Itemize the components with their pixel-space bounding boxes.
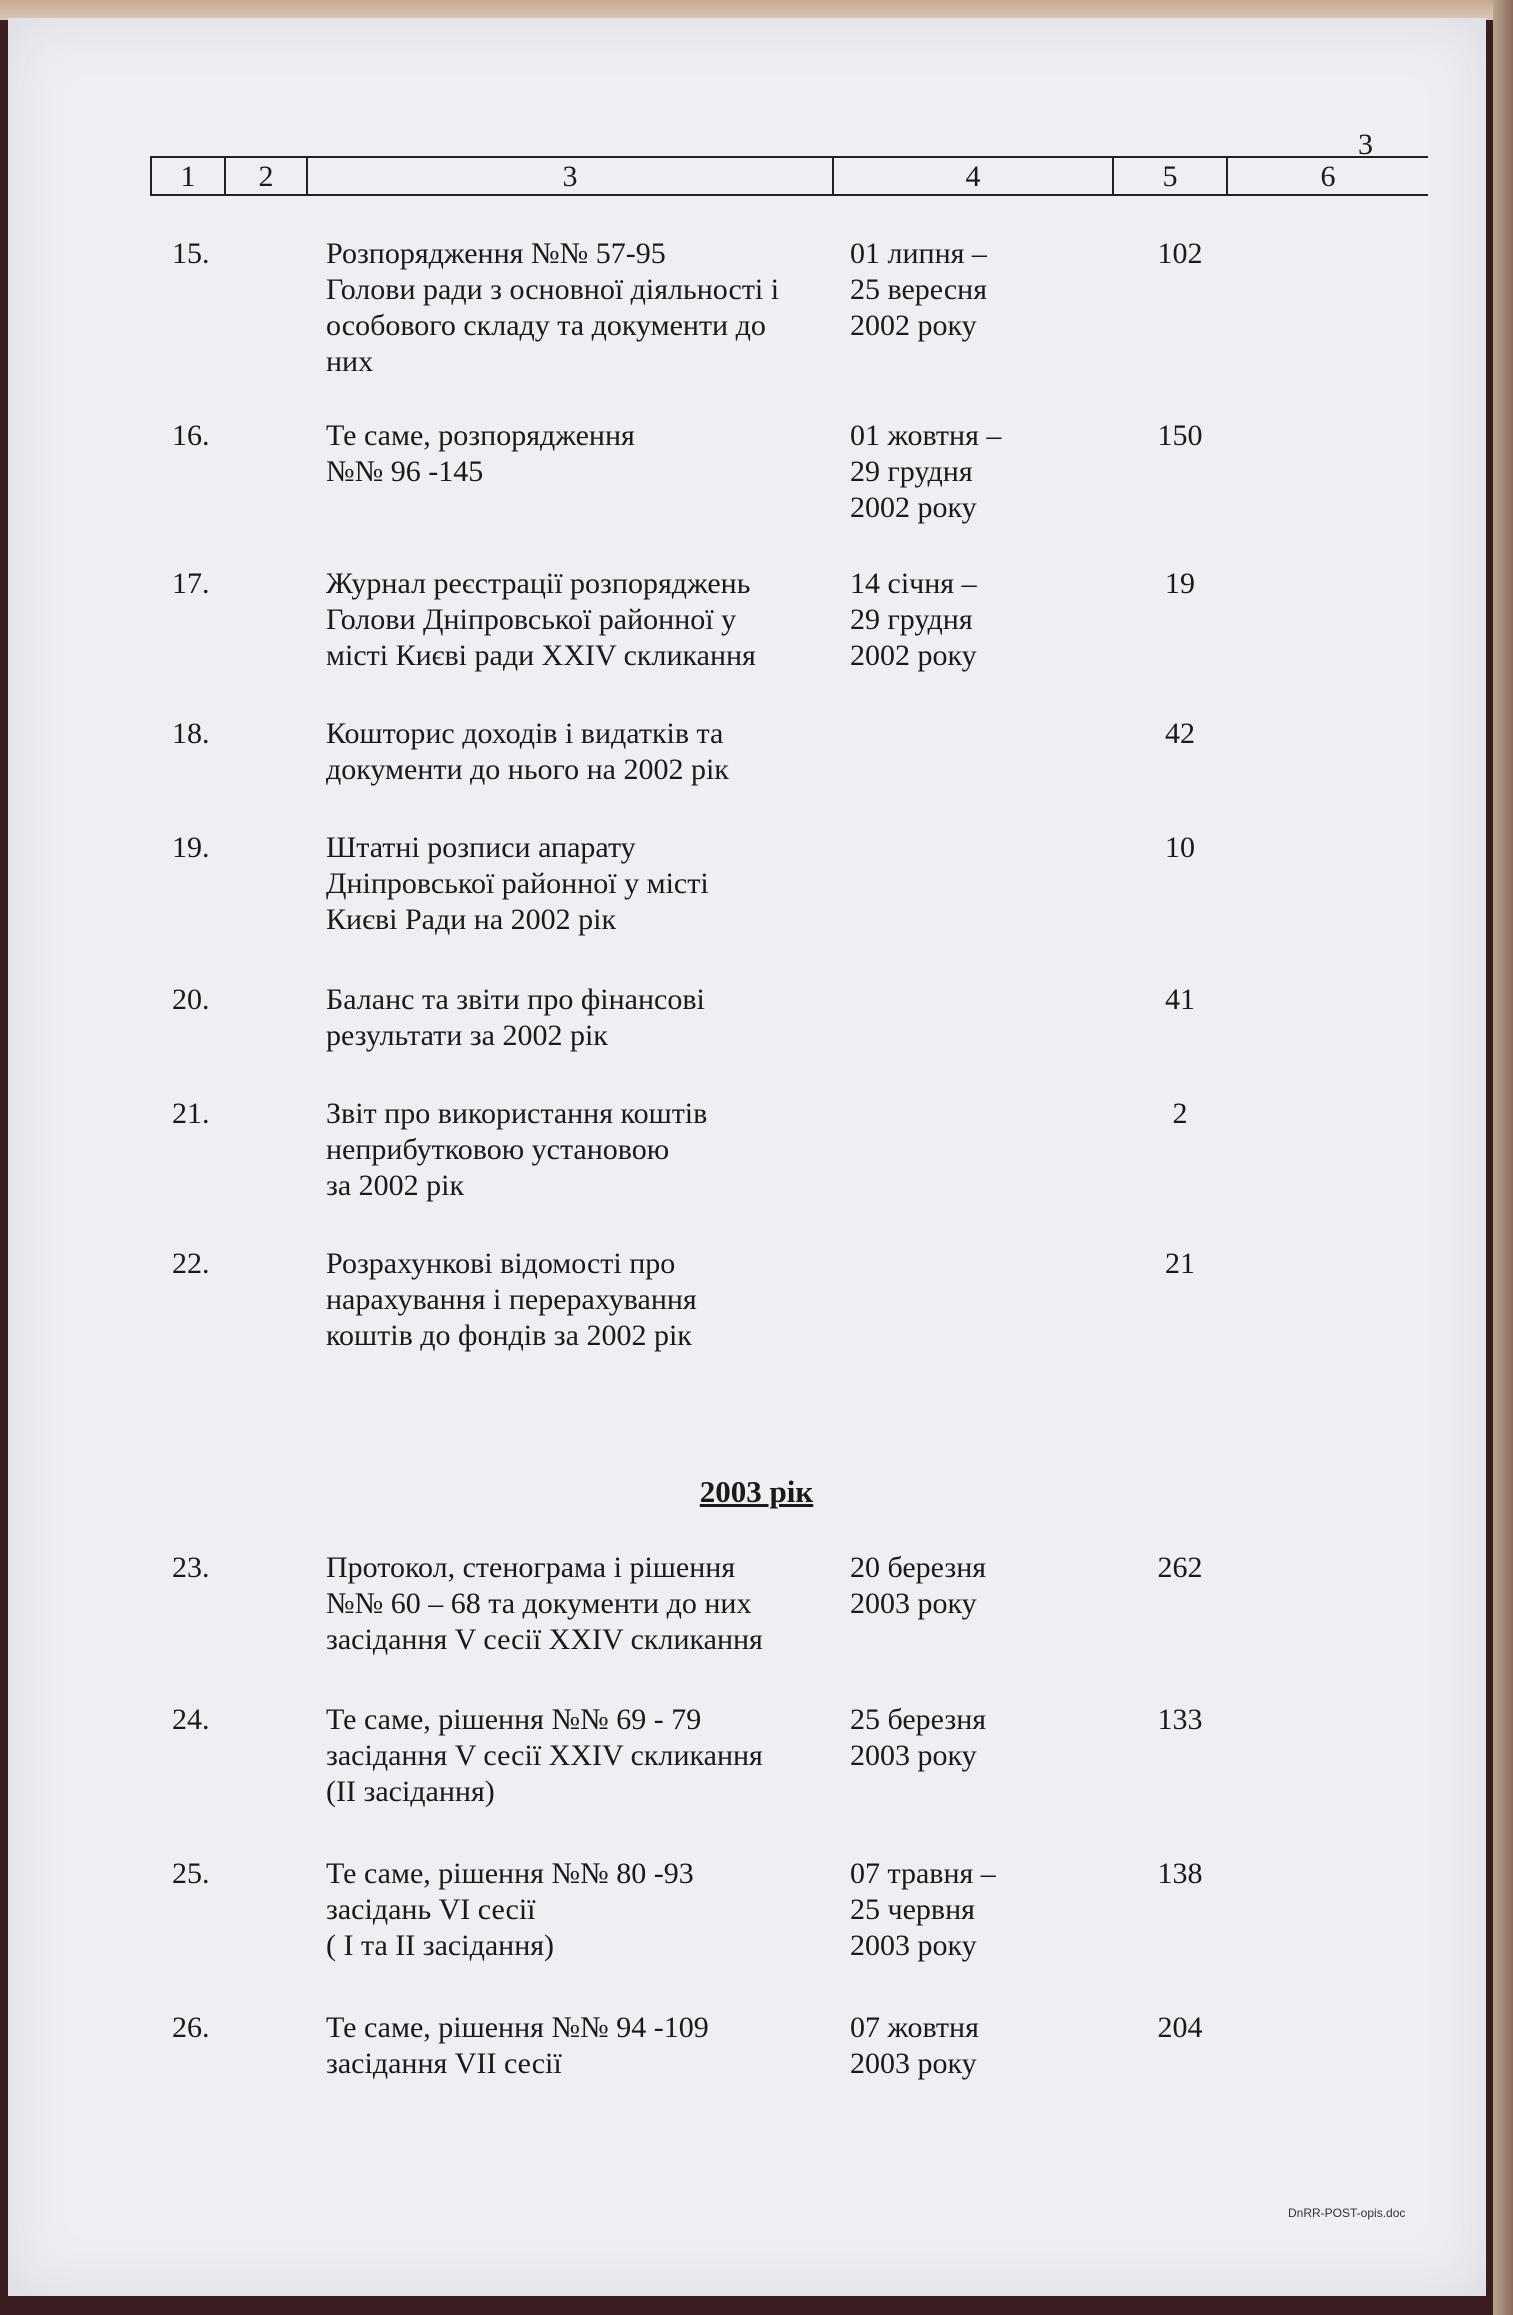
column-header-5: 5: [1114, 158, 1228, 194]
entry-sheet-count: 133: [1157, 1703, 1203, 1736]
entry-description-line: (ІІ засідання): [326, 1775, 495, 1808]
column-header-6: 6: [1320, 160, 1336, 193]
entry-date-line: 2003 року: [850, 1929, 977, 1962]
entry-description-line: місті Києві ради XXIV скликання: [326, 639, 756, 672]
entry-number: 17.: [172, 567, 210, 600]
entry-dates: [850, 1550, 1060, 1622]
entry-number: 19.: [172, 831, 210, 864]
entry-description: [326, 418, 846, 490]
column-header-4: 4: [834, 158, 1114, 194]
entry-description: [326, 236, 846, 380]
entry-description-line: Голови ради з основної діяльності і: [326, 273, 780, 306]
entry-description-line: Києві Ради на 2002 рік: [326, 903, 617, 936]
entry-description-line: результати за 2002 рік: [326, 1019, 608, 1052]
entry-dates: [850, 1702, 1060, 1774]
entry-date-line: 29 грудня: [850, 455, 973, 488]
entry-date-line: 01 липня –: [850, 237, 987, 270]
entry-description-line: Протокол, стенограма і рішення: [326, 1551, 736, 1584]
entry-description-line: Звіт про використання коштів: [326, 1097, 708, 1130]
entry-description: [326, 2010, 846, 2082]
entry-sheet-count: 41: [1165, 983, 1195, 1016]
entry-sheet-count: 262: [1157, 1551, 1203, 1584]
entry-description-line: нарахування і перерахування: [326, 1283, 697, 1316]
entry-number: 26.: [172, 2011, 210, 2044]
entry-date-line: 2002 року: [850, 639, 977, 672]
entry-sheet-count: 19: [1165, 567, 1195, 600]
entry-description-line: Баланс та звіти про фінансові: [326, 983, 705, 1016]
entry-description: [326, 1246, 846, 1354]
entry-date-line: 2002 року: [850, 491, 977, 524]
entry-description: [326, 1550, 846, 1658]
entry-description-line: Кошторис доходів і видатків та: [326, 717, 724, 750]
entry-dates: [850, 566, 1060, 674]
photo-background-top: [0, 0, 1513, 20]
entry-date-line: 29 грудня: [850, 603, 973, 636]
entry-sheet-count: 102: [1157, 237, 1203, 270]
entry-description: [326, 1702, 846, 1810]
entry-date-line: 07 травня –: [850, 1857, 996, 1890]
entry-date-line: 2002 року: [850, 309, 977, 342]
entry-description: [326, 982, 846, 1054]
entry-number: 15.: [172, 237, 210, 270]
entry-date-line: 25 червня: [850, 1893, 975, 1926]
entry-description-line: документи до нього на 2002 рік: [326, 753, 729, 786]
entry-description-line: Голови Дніпровської районної у: [326, 603, 737, 636]
entry-sheet-count: 150: [1157, 419, 1203, 452]
column-header-2: 2: [226, 158, 308, 194]
entry-date-line: 2003 року: [850, 1739, 977, 1772]
entry-dates: [850, 236, 1060, 344]
entry-description-line: Те саме, рішення №№ 80 -93: [326, 1857, 694, 1890]
entry-number: 22.: [172, 1247, 210, 1280]
entry-date-line: 2003 року: [850, 1587, 977, 1620]
entry-description-line: Те саме, рішення №№ 69 - 79: [326, 1703, 702, 1736]
entry-date-line: 2003 року: [850, 2047, 977, 2080]
entry-description-line: особового складу та документи до: [326, 309, 766, 342]
photo-background-right: [1493, 0, 1513, 2315]
entry-description: [326, 1096, 846, 1204]
entry-sheet-count: 42: [1165, 717, 1195, 750]
column-header-1: 1: [152, 158, 226, 194]
entry-description: [326, 716, 846, 788]
entry-description-line: коштів до фондів за 2002 рік: [326, 1319, 692, 1352]
footer-filename: DnRR-POST-opis.doc: [1288, 2206, 1406, 2220]
entry-dates: [850, 2010, 1060, 2082]
entry-number: 21.: [172, 1097, 210, 1130]
entry-description-line: Розпорядження №№ 57-95: [326, 237, 666, 270]
entry-description-line: неприбутковою установою: [326, 1133, 670, 1166]
entry-sheet-count: 21: [1165, 1247, 1195, 1280]
entry-number: 20.: [172, 983, 210, 1016]
entry-description-line: них: [326, 345, 374, 378]
year-heading: 2003 рік: [699, 1474, 814, 1509]
entry-date-line: 14 січня –: [850, 567, 977, 600]
entry-date-line: 25 вересня: [850, 273, 988, 306]
entry-number: 18.: [172, 717, 210, 750]
entry-description: [326, 1856, 846, 1964]
entry-description-line: Журнал реєстрації розпоряджень: [326, 567, 751, 600]
entry-description-line: ( І та ІІ засідання): [326, 1929, 555, 1962]
entry-description-line: засідання VII сесії: [326, 2047, 562, 2080]
column-header-3: 3: [308, 158, 834, 194]
column-header-table: [150, 156, 1428, 196]
entry-sheet-count: 204: [1157, 2011, 1203, 2044]
entry-date-line: 07 жовтня: [850, 2011, 979, 2044]
entry-description-line: №№ 96 -145: [326, 455, 484, 488]
entry-dates: [850, 418, 1060, 526]
entry-description-line: Те саме, рішення №№ 94 -109: [326, 2011, 709, 2044]
entry-number: 25.: [172, 1857, 210, 1890]
entry-sheet-count: 10: [1165, 831, 1195, 864]
entry-description: [326, 566, 846, 674]
entry-sheet-count: 138: [1157, 1857, 1203, 1890]
entry-dates: [850, 1856, 1060, 1964]
entry-description-line: Штатні розписи апарату: [326, 831, 636, 864]
entry-description-line: №№ 60 – 68 та документи до них: [326, 1587, 752, 1620]
entry-description-line: засідань VI сесії: [326, 1893, 536, 1926]
entry-description-line: Те саме, розпорядження: [326, 419, 635, 452]
entry-number: 16.: [172, 419, 210, 452]
entry-description-line: Дніпровської районної у місті: [326, 867, 709, 900]
entry-description-line: Розрахункові відомості про: [326, 1247, 676, 1280]
entry-date-line: 20 березня: [850, 1551, 987, 1584]
entry-number: 23.: [172, 1551, 210, 1584]
entry-description-line: за 2002 рік: [326, 1169, 465, 1202]
entry-description: [326, 830, 846, 938]
entry-date-line: 01 жовтня –: [850, 419, 1002, 452]
entry-date-line: 25 березня: [850, 1703, 987, 1736]
entry-number: 24.: [172, 1703, 210, 1736]
entry-description-line: засідання V сесії XXIV скликання: [326, 1739, 763, 1772]
entry-description-line: засідання V сесії XXIV скликання: [326, 1623, 763, 1656]
page-number: 3: [1358, 128, 1373, 161]
entry-sheet-count: 2: [1172, 1097, 1188, 1130]
